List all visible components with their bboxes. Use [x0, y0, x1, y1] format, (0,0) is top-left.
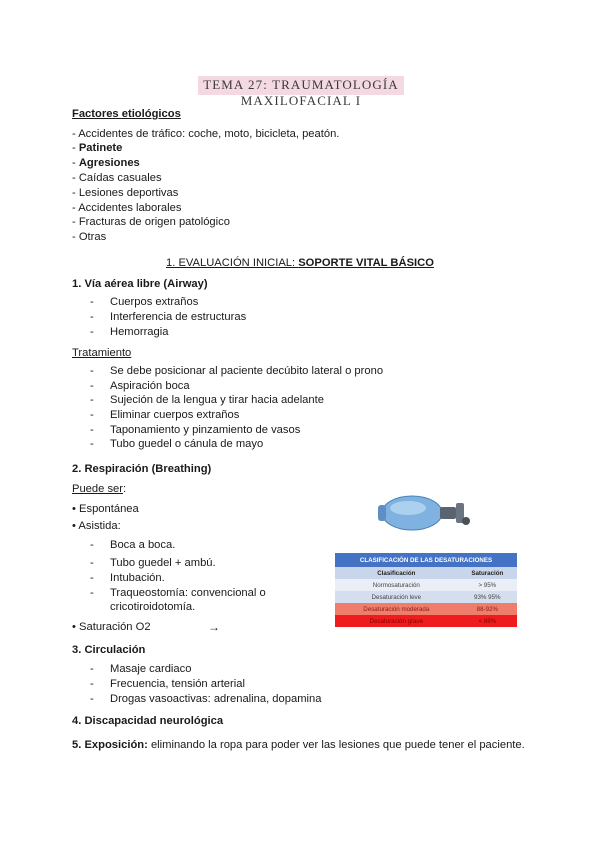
- page-title: TEMA 27: TRAUMATOLOGÍA MAXILOFACIAL I: [203, 77, 399, 108]
- list-item-continuation: cricotiroidotomía.: [110, 601, 196, 613]
- factor-item-bold: - Patinete: [72, 142, 123, 154]
- factor-item: - Accidentes laborales: [72, 202, 182, 214]
- table-row: [335, 615, 517, 627]
- list-item: - Frecuencia, tensión arterial: [90, 678, 245, 690]
- table-cell: > 95%: [458, 579, 517, 591]
- respiracion-heading: 2. Respiración (Breathing): [72, 463, 212, 475]
- factor-item: - Caídas casuales: [72, 172, 162, 184]
- exposicion-paragraph: 5. Exposición: eliminando la ropa para poder ver las lesiones que puede tener el paciente.: [72, 739, 525, 751]
- list-item: - Cuerpos extraños: [90, 296, 199, 308]
- puede-ser-label: Puede ser:: [72, 483, 127, 495]
- list-item: - Eliminar cuerpos extraños: [90, 409, 240, 421]
- table-header: Saturación: [458, 567, 517, 579]
- table-header: Clasificación: [335, 567, 458, 579]
- tratamiento-label: Tratamiento: [72, 347, 132, 359]
- factor-item: - Lesiones deportivas: [72, 187, 179, 199]
- list-item: - Intubación.: [90, 572, 165, 584]
- list-item: - Tubo guedel + ambú.: [90, 557, 216, 569]
- list-item: - Aspiración boca: [90, 380, 190, 392]
- list-item: - Boca a boca.: [90, 539, 176, 551]
- table-row: [335, 603, 517, 615]
- table-cell: Desaturación grave: [335, 615, 458, 627]
- arrow-icon: →: [208, 620, 220, 634]
- list-item: - Drogas vasoactivas: adrenalina, dopamina: [90, 693, 322, 705]
- factor-item: - Otras: [72, 231, 107, 243]
- factor-item: - Fracturas de origen patológico: [72, 216, 230, 228]
- ambu-bag-icon: [370, 488, 475, 538]
- table-row: [335, 579, 517, 591]
- list-item: - Tubo guedel o cánula de mayo: [90, 438, 264, 450]
- saturacion-item: • Saturación O2: [72, 621, 151, 633]
- discapacidad-heading: 4. Discapacidad neurológica: [72, 715, 224, 727]
- table-caption: CLASIFICACIÓN DE LAS DESATURACIONES: [335, 553, 517, 567]
- table-cell: Desaturación leve: [335, 591, 458, 603]
- table-row: [335, 591, 517, 603]
- list-item: - Se debe posicionar al paciente decúbito lateral o prono: [90, 365, 384, 377]
- factores-heading: Factores etiológicos: [72, 108, 181, 120]
- factor-item-bold: - Agresiones: [72, 157, 140, 169]
- table-cell: 93% 95%: [458, 591, 517, 603]
- table-cell: 88-92%: [458, 603, 517, 615]
- list-item: - Hemorragia: [90, 326, 169, 338]
- espontanea-item: • Espontánea: [72, 503, 139, 515]
- evaluacion-heading: 1. EVALUACIÓN INICIAL: SOPORTE VITAL BÁSICO: [166, 257, 434, 269]
- desaturaciones-table: [335, 553, 517, 627]
- list-item: - Traqueostomía: convencional o: [90, 587, 266, 599]
- via-aerea-heading: 1. Vía aérea libre (Airway): [72, 278, 208, 290]
- list-item: - Masaje cardiaco: [90, 663, 192, 675]
- table-cell: < 88%: [458, 615, 517, 627]
- list-item: - Taponamiento y pinzamiento de vasos: [90, 424, 301, 436]
- asistida-item: • Asistida:: [72, 520, 121, 532]
- table-cell: Desaturación moderada: [335, 603, 458, 615]
- circulacion-heading: 3. Circulación: [72, 644, 146, 656]
- table-cell: Normosaturación: [335, 579, 458, 591]
- list-item: - Sujeción de la lengua y tirar hacia adelante: [90, 394, 324, 406]
- factor-item: - Accidentes de tráfico: coche, moto, bicicleta, peatón.: [72, 128, 340, 140]
- list-item: - Interferencia de estructuras: [90, 311, 247, 323]
